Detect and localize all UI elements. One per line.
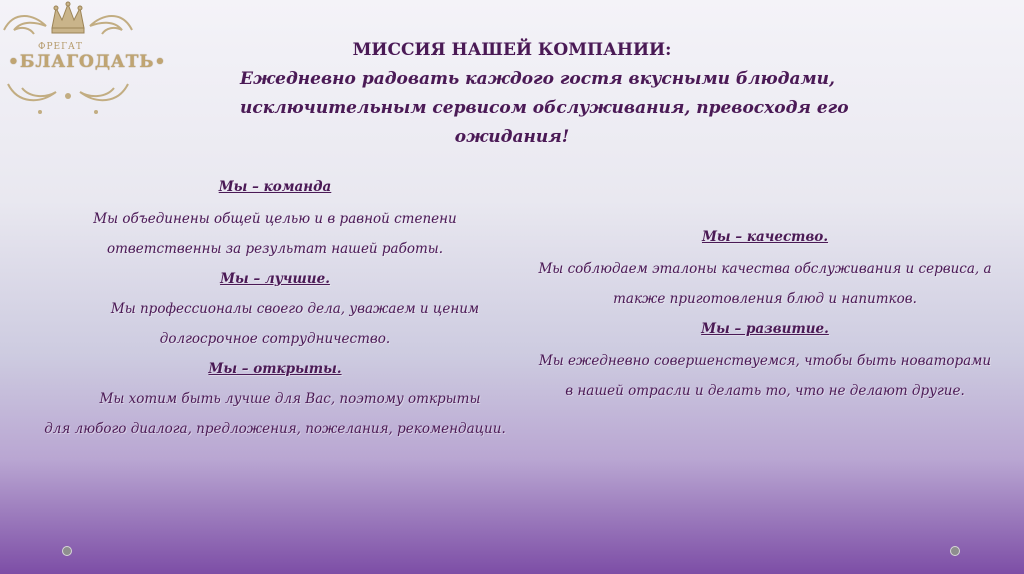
value-text-line: Мы ежедневно совершенствуемся, чтобы быть новаторами [538,353,992,369]
value-heading-quality: Мы – качество. [701,229,829,245]
value-heading-open: Мы – открыты. [208,361,342,377]
decorative-dot-right [950,546,960,556]
value-text-line: также приготовления блюд и напитков. [613,291,917,307]
value-text-line: Мы профессионалы своего дела, уважаем и ценим [110,301,480,317]
values-left-column [40,172,510,444]
logo-subtitle: ФРЕГАТ [38,42,83,52]
value-text-line: для любого диалога, предложения, пожелания, рекомендации. [44,421,506,437]
value-heading-best: Мы – лучшие. [220,271,330,287]
mission-title: МИССИЯ НАШЕЙ КОМПАНИИ: [352,40,672,60]
value-text-line: Мы хотим быть лучше для Вас, поэтому открыты [99,391,481,407]
values-right-column [530,222,1000,406]
value-text-line: Мы объединены общей целью и в равной степени [93,211,457,227]
mission-line-1: Ежедневно радовать каждого гостя вкусными блюдами, [240,69,835,89]
mission-line-2: исключительным сервисом обслуживания, превосходя его [240,98,849,118]
value-text-line: ответственны за результат нашей работы. [106,241,444,257]
value-text-line: долгосрочное сотрудничество. [159,331,391,347]
mission-block [240,36,849,152]
decorative-dot-left [62,546,72,556]
value-text-line: в нашей отрасли и делать то, что не делают другие. [565,383,965,399]
company-logo [0,0,167,128]
value-heading-development: Мы – развитие. [701,321,829,337]
value-heading-team: Мы – команда [218,179,332,195]
value-text-line: Мы соблюдаем эталоны качества обслуживания и сервиса, а [538,261,992,277]
mission-line-3: ожидания! [454,127,570,147]
logo-name: •БЛАГОДАТЬ• [8,52,167,72]
